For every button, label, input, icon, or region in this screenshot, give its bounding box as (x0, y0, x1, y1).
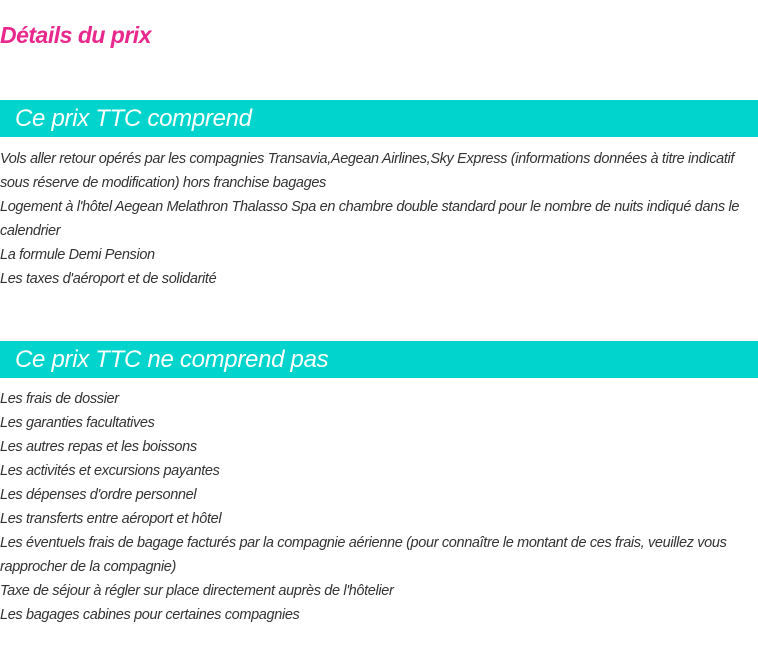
list-item: Logement à l'hôtel Aegean Melathron Thalasso Spa en chambre double standard pour le nombre de nuits indiqué dans le calendrier (0, 199, 740, 239)
list-item: Les garanties facultatives (0, 415, 155, 431)
section-header-included: Ce prix TTC comprend (0, 100, 758, 137)
list-item: Les bagages cabines pour certaines compagnies (0, 607, 300, 623)
list-item: Les frais de dossier (0, 391, 119, 407)
list-item: Les dépenses d'ordre personnel (0, 487, 197, 503)
list-item: Les autres repas et les boissons (0, 439, 197, 455)
list-item: La formule Demi Pension (0, 247, 155, 263)
list-item: Taxe de séjour à régler sur place directement auprès de l'hôtelier (0, 583, 394, 599)
list-item: Les éventuels frais de bagage facturés par la compagnie aérienne (pour connaître le montant de ces frais, veuillez vous rapprocher de la compagnie) (0, 535, 727, 575)
included-list (0, 147, 758, 291)
page-title: Détails du prix (0, 22, 151, 48)
list-item: Les taxes d'aéroport et de solidarité (0, 271, 217, 287)
list-item: Les activités et excursions payantes (0, 463, 220, 479)
section-header-excluded: Ce prix TTC ne comprend pas (0, 341, 758, 378)
list-item: Vols aller retour opérés par les compagnies Transavia,Aegean Airlines,Sky Express (informations données à titre indicatif sous réserve de modification) hors franchise bagages (0, 151, 735, 191)
excluded-list (0, 387, 758, 627)
list-item: Les transferts entre aéroport et hôtel (0, 511, 222, 527)
